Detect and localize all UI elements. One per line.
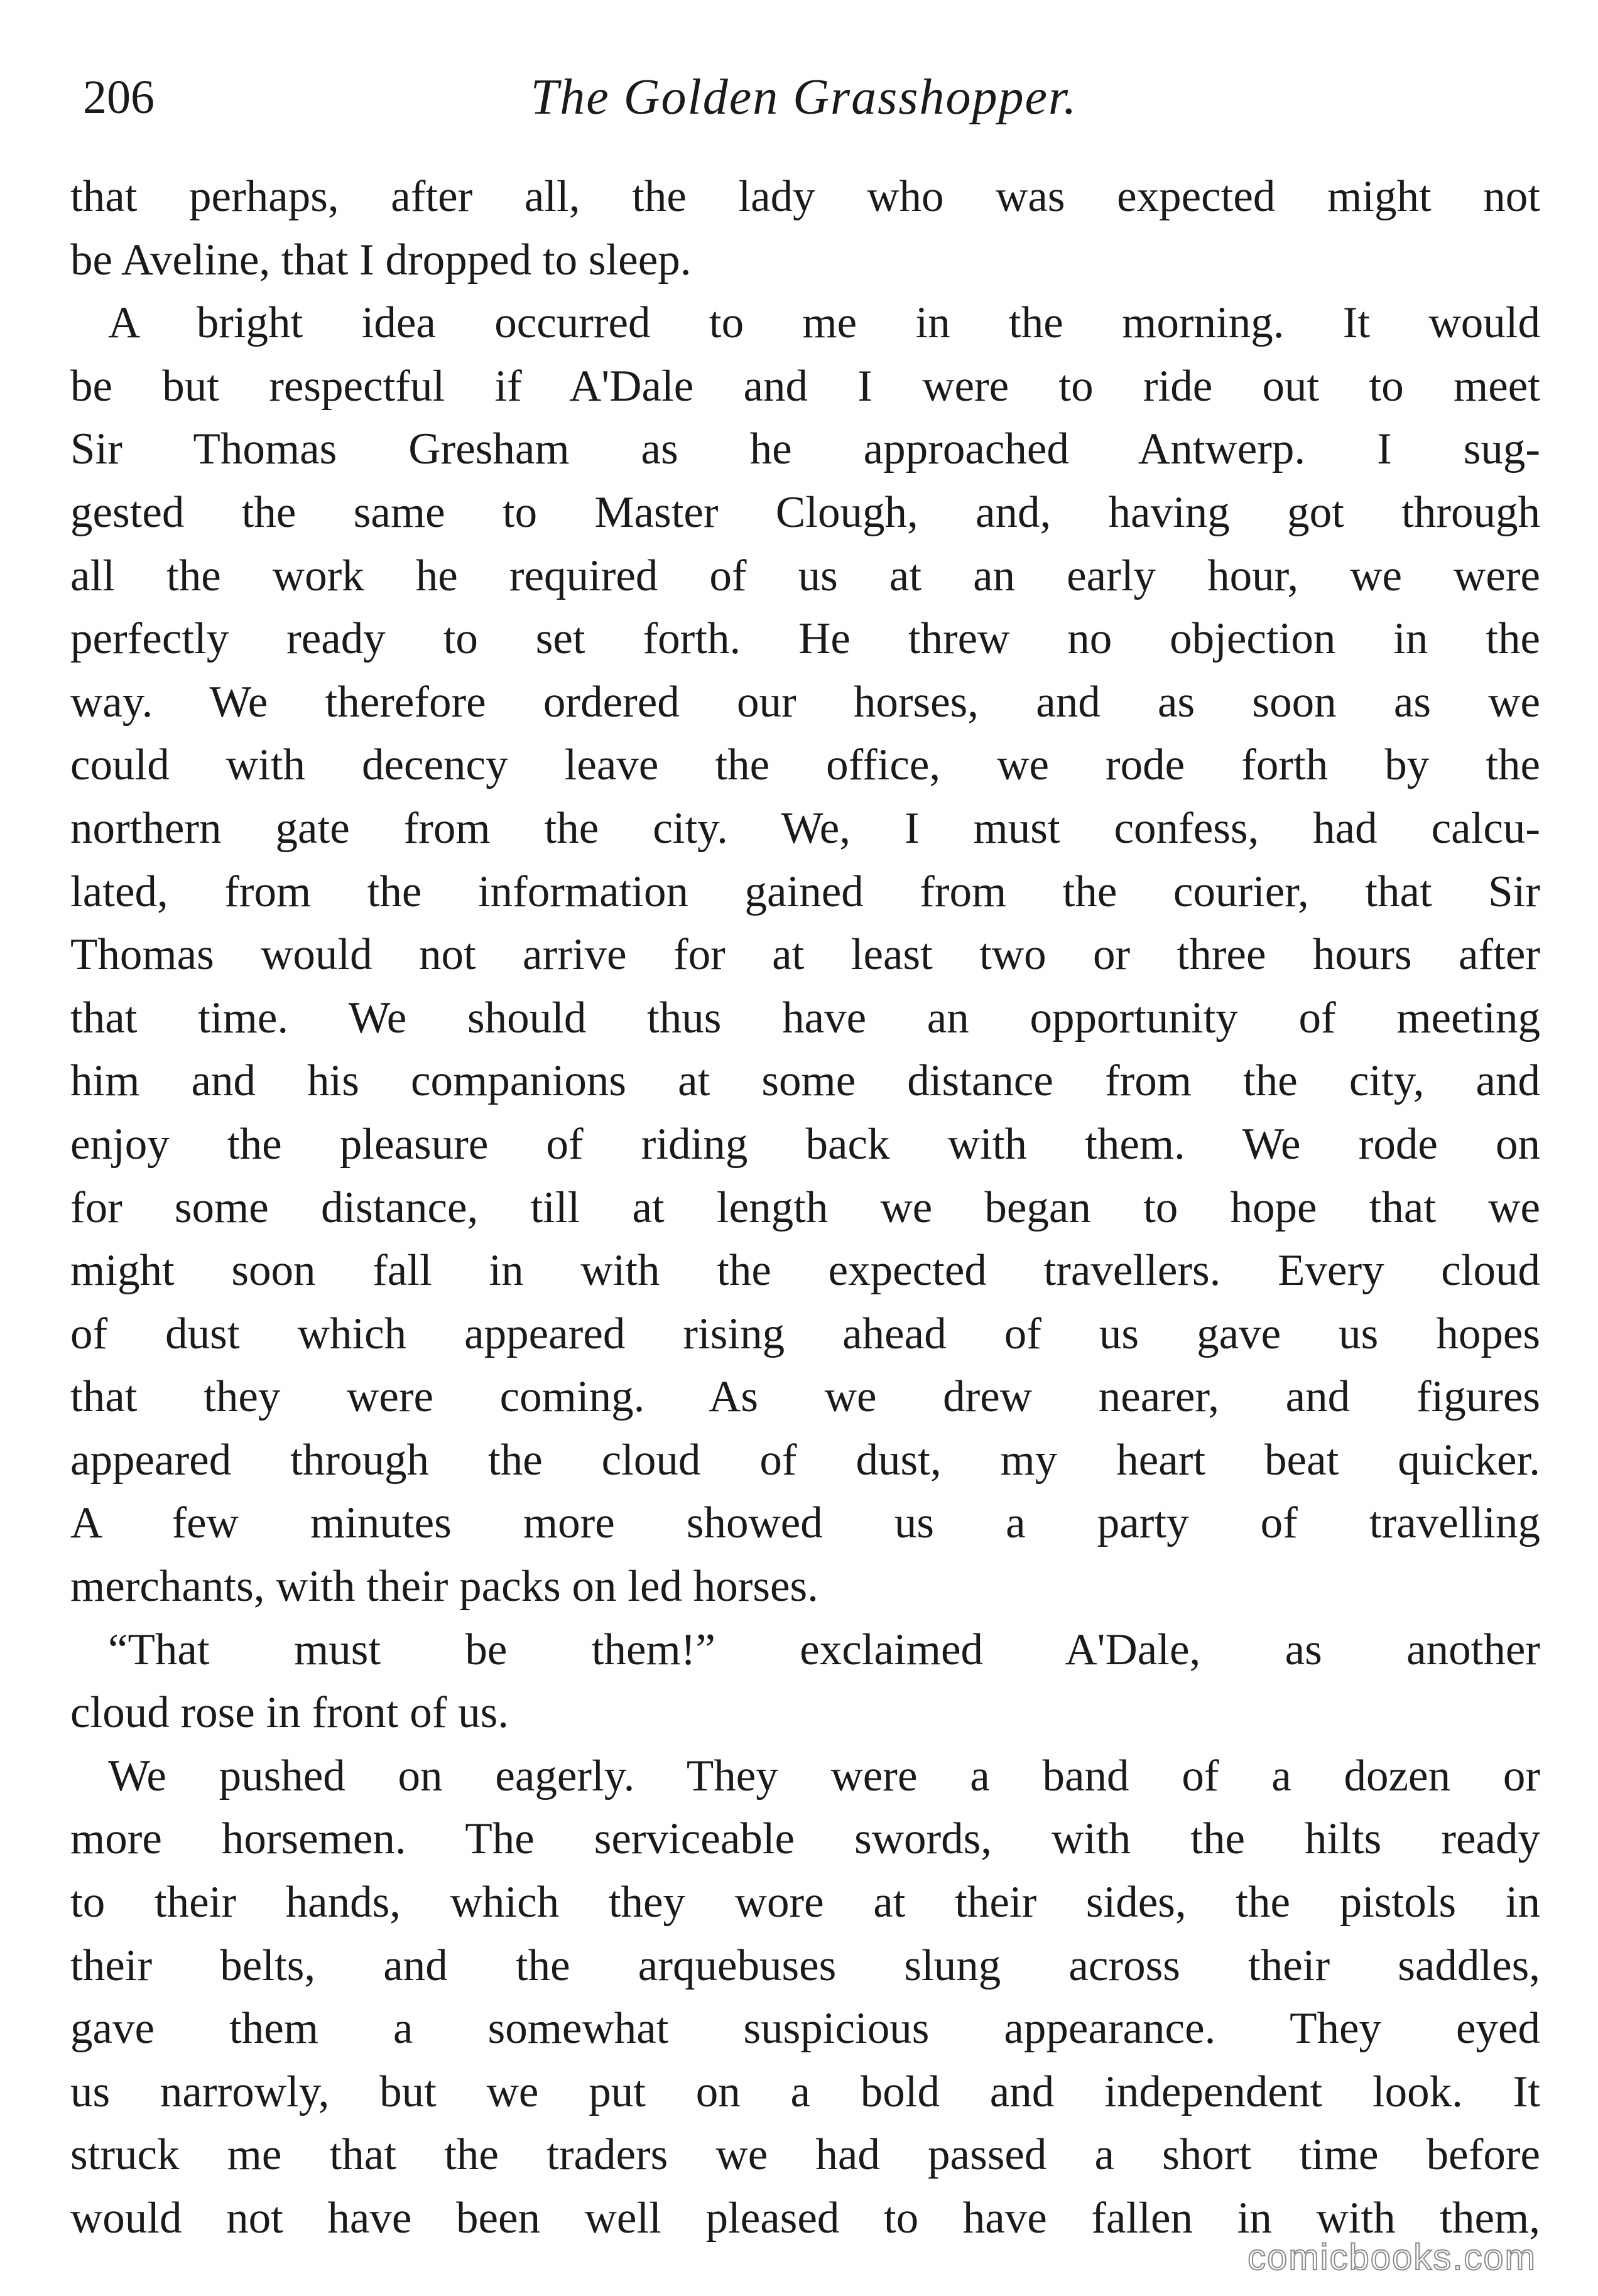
text-line: for some distance, till at length we began to hope that we bbox=[70, 1183, 1540, 1232]
watermark: comicbooks.com bbox=[1247, 2237, 1536, 2278]
text-line: perfectly ready to set forth. He threw no objection in the bbox=[70, 614, 1540, 664]
text-line: We pushed on eagerly. They were a band of a dozen or bbox=[108, 1751, 1540, 1801]
text-line: appeared through the cloud of dust, my heart beat quicker. bbox=[70, 1435, 1540, 1485]
text-line: struck me that the traders we had passed a short time before bbox=[70, 2130, 1540, 2180]
text-line: A bright idea occurred to me in the morning. It would bbox=[108, 298, 1540, 348]
text-line: northern gate from the city. We, I must confess, had calcu- bbox=[70, 803, 1540, 853]
text-line: us narrowly, but we put on a bold and independent look. It bbox=[70, 2067, 1540, 2116]
text-line: that time. We should thus have an opportunity of meeting bbox=[70, 993, 1540, 1042]
text-line: to their hands, which they wore at their sides, the pistols in bbox=[70, 1878, 1540, 1927]
text-line: their belts, and the arquebuses slung across their saddles, bbox=[70, 1941, 1540, 1990]
text-line: gested the same to Master Clough, and, having got through bbox=[70, 487, 1540, 537]
text-line: way. We therefore ordered our horses, and as soon as we bbox=[70, 677, 1540, 727]
running-head bbox=[75, 63, 1533, 132]
text-line: gave them a somewhat suspicious appearance. They eyed bbox=[70, 2004, 1540, 2054]
text-line: cloud rose in front of us. bbox=[70, 1688, 509, 1738]
text-line: of dust which appeared rising ahead of us gave us hopes bbox=[70, 1309, 1540, 1358]
body-text bbox=[70, 165, 1540, 2250]
text-line: lated, from the information gained from the courier, that Sir bbox=[70, 867, 1540, 916]
text-line: Sir Thomas Gresham as he approached Antwerp. I sug- bbox=[70, 425, 1540, 474]
page-number: 206 bbox=[83, 71, 155, 124]
text-line: him and his companions at some distance from the city, and bbox=[70, 1056, 1540, 1106]
text-line: A few minutes more showed us a party of travelling bbox=[70, 1498, 1540, 1548]
text-line: all the work he required of us at an early hour, we were bbox=[70, 551, 1540, 600]
book-title: The Golden Grasshopper. bbox=[530, 70, 1078, 125]
text-line: that perhaps, after all, the lady who was expected might not bbox=[70, 172, 1540, 221]
text-line: Thomas would not arrive for at least two or three hours after bbox=[70, 930, 1540, 980]
text-line: “That must be them!” exclaimed A'Dale, as another bbox=[108, 1625, 1540, 1674]
text-line: would not have been well pleased to have fallen in with them, bbox=[70, 2194, 1540, 2243]
text-line: be but respectful if A'Dale and I were to ride out to meet bbox=[70, 361, 1540, 411]
text-line: more horsemen. The serviceable swords, with the hilts ready bbox=[70, 1814, 1540, 1864]
text-line: could with decency leave the office, we rode forth by the bbox=[70, 740, 1540, 790]
text-line: enjoy the pleasure of riding back with them. We rode on bbox=[70, 1119, 1540, 1169]
text-line: that they were coming. As we drew nearer, and figures bbox=[70, 1372, 1540, 1422]
text-line: might soon fall in with the expected travellers. Every cloud bbox=[70, 1246, 1540, 1296]
text-line: be Aveline, that I dropped to sleep. bbox=[70, 235, 692, 284]
text-line: merchants, with their packs on led horses. bbox=[70, 1562, 818, 1611]
